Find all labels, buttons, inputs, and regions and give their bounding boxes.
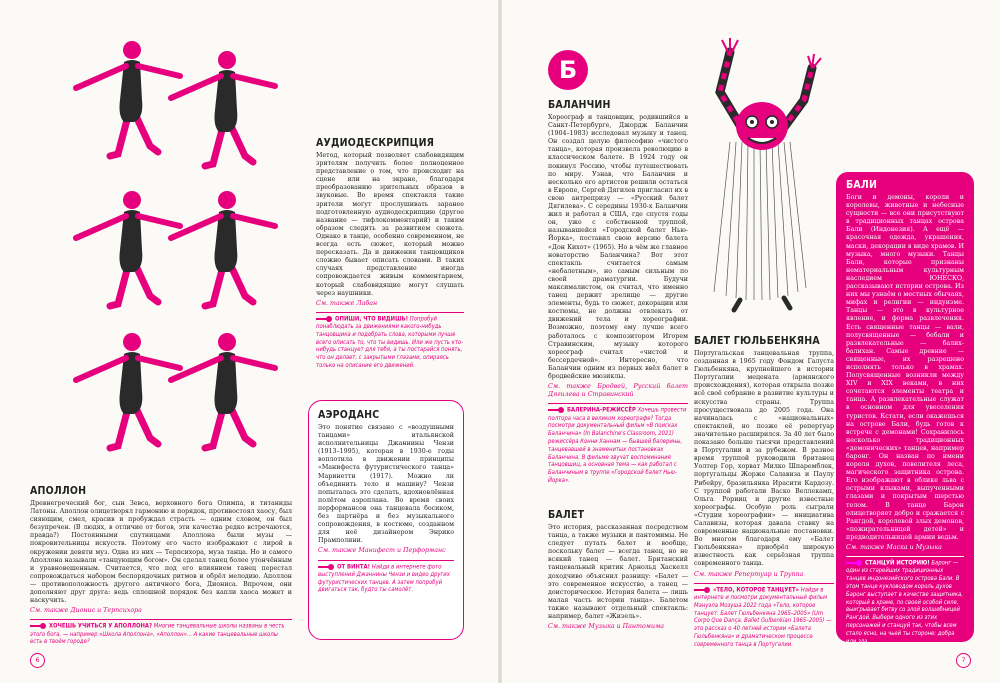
tip-text: Многие танцевальные школы названы в честь этого бога, — например «Школа Аполлона», «Аполлон»... А какие танцевальные школы есть в твоём городе? xyxy=(30,623,285,646)
entry-title: АЭРОДАНС xyxy=(318,409,380,421)
section-letter: Б xyxy=(548,50,588,90)
tip-note xyxy=(548,407,688,485)
tip-title: «ТЕЛО, КОТОРОЕ ТАНЦУЕТ» xyxy=(713,587,800,594)
tip-title: ХОЧЕШЬ УЧИТЬСЯ У АПОЛЛОНА? xyxy=(49,623,153,630)
tip-title: БАЛЕРИНА-РЕЖИССЁР xyxy=(567,407,636,414)
tip-title: СТАНЦУЙ ИСТОРИЮ! xyxy=(865,560,930,567)
entry-bali xyxy=(846,180,964,646)
see-also: См. также Музыка и Пантомима xyxy=(548,623,665,631)
entry-body: Это история, рассказанная посредством танца, а также музыки и пантомимы. Не следует путать балет и вообще, поскольку балет — всегда танец, но не всякий танец — балет. Британский танцевальный критик Арнольд Хаскелл доходчиво объяснил разницу: «Балет — это современное искусство, а танец — доисторическое. История балета — лишь малая часть истории танца». Балетом также называют отдельный спектакль: например, балет «Жизель». xyxy=(548,524,688,621)
divider xyxy=(30,619,292,620)
entry-ballet xyxy=(548,510,688,631)
see-also: См. также Манифест и Перформанс xyxy=(318,547,446,555)
entry-title: БАЛЕТ xyxy=(548,509,585,521)
tip-text: Баронг — один из старейших традиционных танцев индонезийского острова Бали. В этом танце кукловодом король духов Баронг выступает в качестве защитника, который в храме, по своей особой силе, выигрывает битву со злой волшебницей Рангдой. Выбери одного из этих персонажей и станцуй так, чтобы всем стало ясно, на чьей ты стороне: добра или зла. xyxy=(846,560,963,645)
entry-body: Это понятие связано с «воздушными танцами» итальянской исполнительницы Джаннины Чензи (1913–1995), которая в 1930-е годы воплотила в движении принципы «Манифеста футуристического танца» Маринетти (1917). Можно ли объединить тело и машину? Чензи попыталась это сделать, вдохновлённая полётом аэроплана. Во время своих перформансов она танцевала босиком, без партнёра и без музыкального сопровождения, в костюме, созданном для неё дизайнером Энрико Прамполини. xyxy=(318,424,454,545)
tip-title: ОТ ВИНТА! xyxy=(337,564,371,570)
divider xyxy=(694,583,834,584)
see-also: См. также Маска и Музыка xyxy=(846,544,942,552)
entry-gulbenkian xyxy=(694,336,834,650)
divider xyxy=(318,560,454,561)
pointing-hand-icon xyxy=(316,316,333,322)
tip-note xyxy=(30,623,292,647)
see-also: См. также Лабан xyxy=(316,299,378,307)
page-gutter xyxy=(498,0,502,683)
divider xyxy=(548,403,688,404)
entry-balanchine xyxy=(548,100,688,486)
tip-note xyxy=(318,564,454,596)
entry-title: АУДИОДЕСКРИПЦИЯ xyxy=(316,137,435,149)
entry-title: БАЛЕТ ГЮЛЬБЕНКЯНА xyxy=(694,335,820,347)
see-also: См. также Репертуар и Труппа xyxy=(694,570,804,578)
divider xyxy=(846,556,964,557)
pointing-hand-icon xyxy=(30,623,47,629)
see-also: См. также Дионис и Терпсихора xyxy=(30,607,142,615)
divider xyxy=(316,312,464,313)
entry-aerodance xyxy=(318,410,454,595)
bali-demon-illustration xyxy=(700,22,830,322)
page-number-left: 6 xyxy=(30,653,45,668)
apollo-dancers-illustration xyxy=(40,28,315,468)
entry-body: Древнегреческий бог, сын Зевса, верховного бога Олимпа, и титаниды Латоны. Аполлон олицетворял гармонию и порядок, противостоял хаосу, был сияющим, смел, красив и пробуждал страсть — одним словом, он был безупречен. (В людях, в отличие от богов, эти качества редко встречаются, правда?) Постоянными спутницами Аполлона были музы — покровительницы искусств. Поэтому его часто изображают с лирой в окружении девяти муз. Одна из них — Терпсихора, муза танца. Но и самого Аполлона называли «танцующим богом». Он сделал танец более утончённым и уравновешенным. Считается, что под его влиянием танец перестал сопровождаться набором беспорядочных ритмов и обрёл мелодию. Аполлон — противоположность другого античного бога, Диониса. Впрочем, они дополняют друг друга: ведь сплошной порядок без капли хаоса может и наскучить. xyxy=(30,500,292,605)
pointing-hand-icon xyxy=(548,407,565,413)
tip-note xyxy=(846,560,964,646)
entry-apollon xyxy=(30,486,292,647)
entry-audiodescription xyxy=(316,138,464,371)
entry-body: Португальская танцевальная труппа, созданная в 1965 году Фондом Галуста Гюльбенкяна, крупнейшего в истории Португалии мецената (армянского происхождения), которая открыла позже всё своё собрание в развитие культуры и искусства страны. Труппа просуществовала до 2005 года. Она начиналась с «национальных» спектаклей, но позже её репертуар значительно расширился. За 40 лет было показано больше тысячи представлений в Португалии и за рубежом. В разное время труппой руководили британец Уолтер Гор, хорват Милко Шпаремблек, португальцы Жорже Салавиза и Паулу Рибейру, бразильянка Ирасити Кардозу. С труппой работали Васко Веллекамп, Ольга Рорииц и другие известные хореографы. Особую роль сыграли «Студии хореографии» — инициатива Салавизы, которая давала ставку на современные национальные постановки. Во многом благодаря ему «Балет Гюльбенкяна» приобрёл широкую известность как серьёзная труппа современного танца. xyxy=(694,350,834,568)
entry-title: БАЛИ xyxy=(846,179,878,191)
entry-title: БАЛАНЧИН xyxy=(548,99,611,111)
pointing-hand-icon xyxy=(318,564,335,570)
see-also: См. также Бродвей, Русский балет Дягилева и Стравинский xyxy=(548,383,688,399)
pointing-hand-icon xyxy=(846,560,863,566)
tip-title: ОПИШИ, ЧТО ВИДИШЬ! xyxy=(335,316,409,323)
entry-body: Боги и демоны, короли и королевы, животные и небесные сущности — все они присутствуют в традиционных танцах острова Бали (Индонезия). А ещё — красочная одежда, украшения, маски, декорации в виде храмов. И музыка, много музыки. Танцы Бали, которые признаны нематериальным культурным наследием ЮНЕСКО, рассказывают истории острова. Из них мы узнаём о местных обычаях, мифах и религии — индуизме. Танцы — это в культурное явление, и форма развлечения. Есть священные танцы — вали, полусвященные — бебали и развлекательные — балих-балихан. Самые древние — священные, их разрешено исполнять только в храмах. Полусвященные возникли между XIV и XIX веками, в них сочетаются элементы театра и танца. А развлекательные служат в основном для увеселения туристов. Кстати, если окажешься на острове Бали, будь готов к встрече с демонами! Сохранилось несколько традиционных «демонических» танцев, например баронг. Он назван по имени короля духов, повелителя леса, магического защитника острова. Его изображают в облике льва с острыми клыками, выпученными глазами и покрытым шерстью телом. В танце Барон олицетворяет добро и сражается с Рангдой, королевой злых демонов, «пожирательницей детей» и предводительницей армии ведьм. xyxy=(846,194,964,541)
tip-text: Хочешь провести полтора часа в великом хореографе? Тогда посмотри документальный фильм «В поисках Баланчина» (In Balanchine's Classroom, 2021) режиссёра Конни Ханнам — бывшей балерины, танцевавшей в знаменитых постановках Баланчина. В фильме звучат воспоминания танцовщиц, а основная тема — как работал с Баланчиным в труппе «Городской балет Нью-Йорка». xyxy=(548,407,687,484)
tip-text: Найди в интернете и посмотри документальный фильм Мануэла Мозуша 2022 года «Тело, которое танцует: Балет Гюльбенкяна 1965–2005» (Um Corpo Que Dança. Ballet Gulbenkian 1965–2005) — это рассказ о 40 летней истории «Балета Гюльбенкяна» и драматическом процессе современного танца в Португалии. xyxy=(694,587,832,648)
entry-body: Хореограф и танцовщик, родившийся в Санкт-Петербурге, Джордж Баланчин (1904–1983) исследовал музыку и танец. Он создал целую философию «чистого танца», которая произвела революцию в классическом балете. В 1924 году он покинул Россию, чтобы путешествовать по миру. Узнав, что Баланчин и несколько его артистов решили остаться в Европе, Сергей Дягилев пригласил их в свою антрепризу — «Русский балет Дягилева». С середины 1930-х Баланчин жил и работал в США, где спустя годы он, уже с собственной труппой, называвшейся «Городской балет Нью-Йорка», поставил свою версию балета «Дон Кихот» (1965). Но в чём же главное новаторство Баланчина? Вот этот спектакль считается самым «небалетным», но самым сильным по своей драматургии. Будучи максималистом, он считал, что именно танец держит зрелище — другие элементы, будь то сюжет, декорации или костюмы, не должны отвлекать от движений тела и хореографии. Возможно, поэтому ему лучше всего работалось с композитором Игорем Стравинским, музыку которого хореограф считал «чистой и бессердечной». Интересно, что Баланчин одним из первых ввёл балет в бродвейские мюзиклы. xyxy=(548,114,688,380)
entry-title: АПОЛЛОН xyxy=(30,485,87,497)
tip-text: Найди в интернете фото выступлений Джаннины Чензи и видео других футуристических танцев. А затем попробуй двигаться так, будто ты самолёт. xyxy=(318,564,450,594)
tip-note xyxy=(316,316,464,371)
tip-text: Попробуй понаблюдать за движениями какого-нибудь танцовщика и подобрать слова, которыми лучше всего описать то, что ты видишь. Или же пусть кто-нибудь станцует для тебя, а ты постарайся понять, что он делает, с закрытыми глазами, опираясь только на описание его движений. xyxy=(316,316,464,370)
entry-body: Метод, который позволяет слабовидящим зрителям получить более полноценное представление о том, что происходит на сцене или на экране, благодаря преобразованию зрительных образов в звуковые. Во время спектакля такие зрители могут прослушивать заранее подготовленную аудиодескрипцию (другое название — тифлокомментарий) и таким образом следить за развитием сюжета. Однако в танце, особенно современном, не всегда есть сюжет, который можно пересказать. Да и движения танцовщиков сложно бывает описать словами. В таких случаях представление иногда сопровождается живым комментарием, который слабовидящие могут слушать через наушники. xyxy=(316,152,464,297)
tip-note xyxy=(694,587,834,650)
page-number-right: 7 xyxy=(956,653,971,668)
pointing-hand-icon xyxy=(694,587,711,593)
